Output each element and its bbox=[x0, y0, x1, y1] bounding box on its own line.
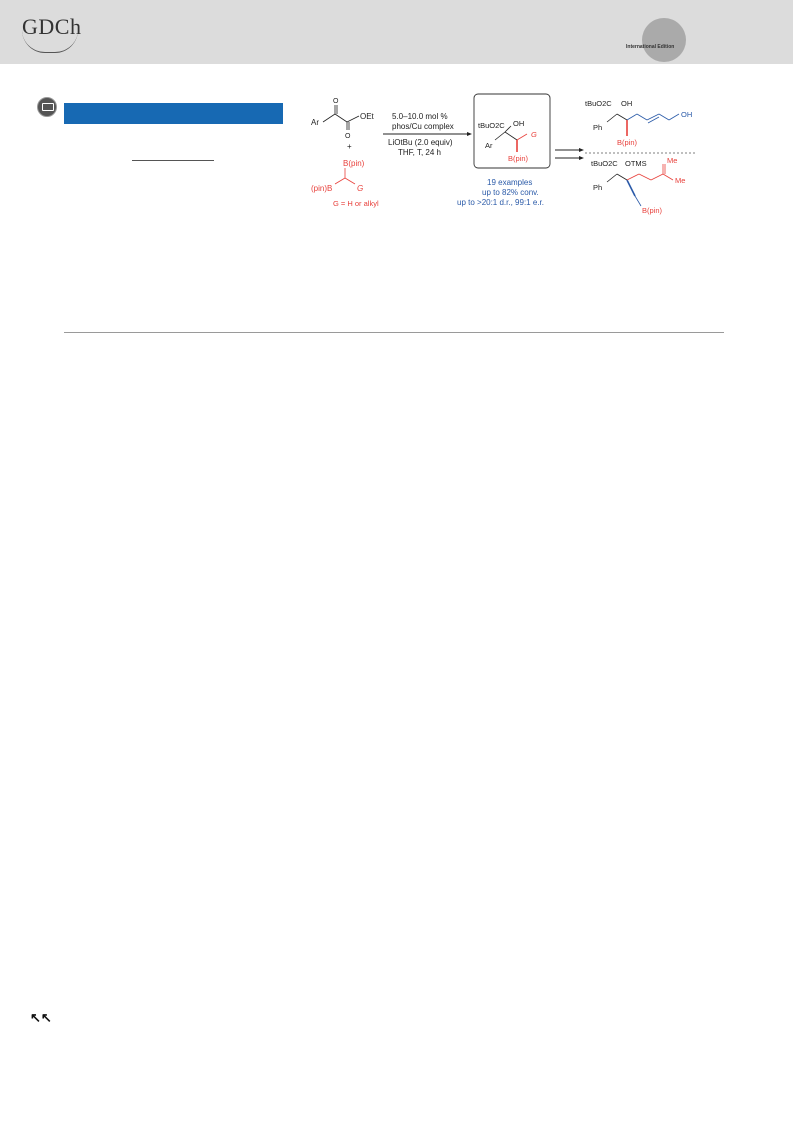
reactant-g: G bbox=[357, 184, 364, 193]
international-edition-label: International Edition bbox=[626, 44, 675, 50]
international-edition-badge bbox=[642, 18, 686, 62]
product-oh: OH bbox=[513, 119, 525, 128]
derivative2-me2: Me bbox=[675, 176, 686, 185]
summary-selectivity: up to >20:1 d.r., 99:1 e.r. bbox=[457, 198, 544, 207]
section-title-bar bbox=[64, 103, 283, 124]
reactant-ar: Ar bbox=[311, 118, 319, 127]
derivative1-bpin: B(pin) bbox=[617, 138, 638, 147]
reaction-scheme bbox=[305, 92, 725, 222]
derivative1-ester: tBuO2C bbox=[585, 99, 612, 108]
short-rule bbox=[132, 160, 214, 161]
conditions-line3: LiOtBu (2.0 equiv) bbox=[388, 138, 453, 147]
reactant-bpin: B(pin) bbox=[343, 159, 365, 168]
summary-conversion: up to 82% conv. bbox=[482, 188, 539, 197]
derivative1-oh: OH bbox=[621, 99, 633, 108]
svg-text:O: O bbox=[345, 133, 351, 140]
diboryl-structure bbox=[335, 168, 355, 184]
product-ar: Ar bbox=[485, 141, 493, 150]
product-ester: tBuO2C bbox=[478, 121, 505, 130]
product-bpin: B(pin) bbox=[508, 154, 529, 163]
reactant-g-note: G = H or alkyl bbox=[333, 199, 379, 208]
section-divider bbox=[64, 332, 724, 333]
derivative2-ester: tBuO2C bbox=[591, 159, 618, 168]
ketoester-structure bbox=[323, 105, 359, 130]
conditions-line4: THF, T, 24 h bbox=[398, 148, 441, 157]
svg-text:O: O bbox=[333, 98, 339, 105]
conditions-line1: 5.0–10.0 mol % bbox=[392, 112, 448, 121]
conditions-line2: phos/Cu complex bbox=[392, 122, 454, 131]
toc-monitor-icon[interactable] bbox=[37, 97, 57, 117]
derivative1-ph: Ph bbox=[593, 123, 603, 132]
reactant-plus: + bbox=[347, 142, 352, 151]
summary-examples: 19 examples bbox=[487, 178, 533, 187]
derivative2-ph: Ph bbox=[593, 183, 603, 192]
derivative2-otms: OTMS bbox=[625, 159, 647, 168]
corner-arrows-icon[interactable]: ↖↖ bbox=[30, 1010, 52, 1025]
derivative2-bpin: B(pin) bbox=[642, 206, 663, 215]
reactant-pinb: (pin)B bbox=[311, 184, 333, 193]
derivative1-oh-end: OH bbox=[681, 110, 693, 119]
gdch-logo: GDCh bbox=[22, 14, 82, 39]
product-g: G bbox=[531, 130, 537, 139]
reactant-oet: OEt bbox=[360, 112, 374, 121]
derivative2-me1: Me bbox=[667, 156, 678, 165]
